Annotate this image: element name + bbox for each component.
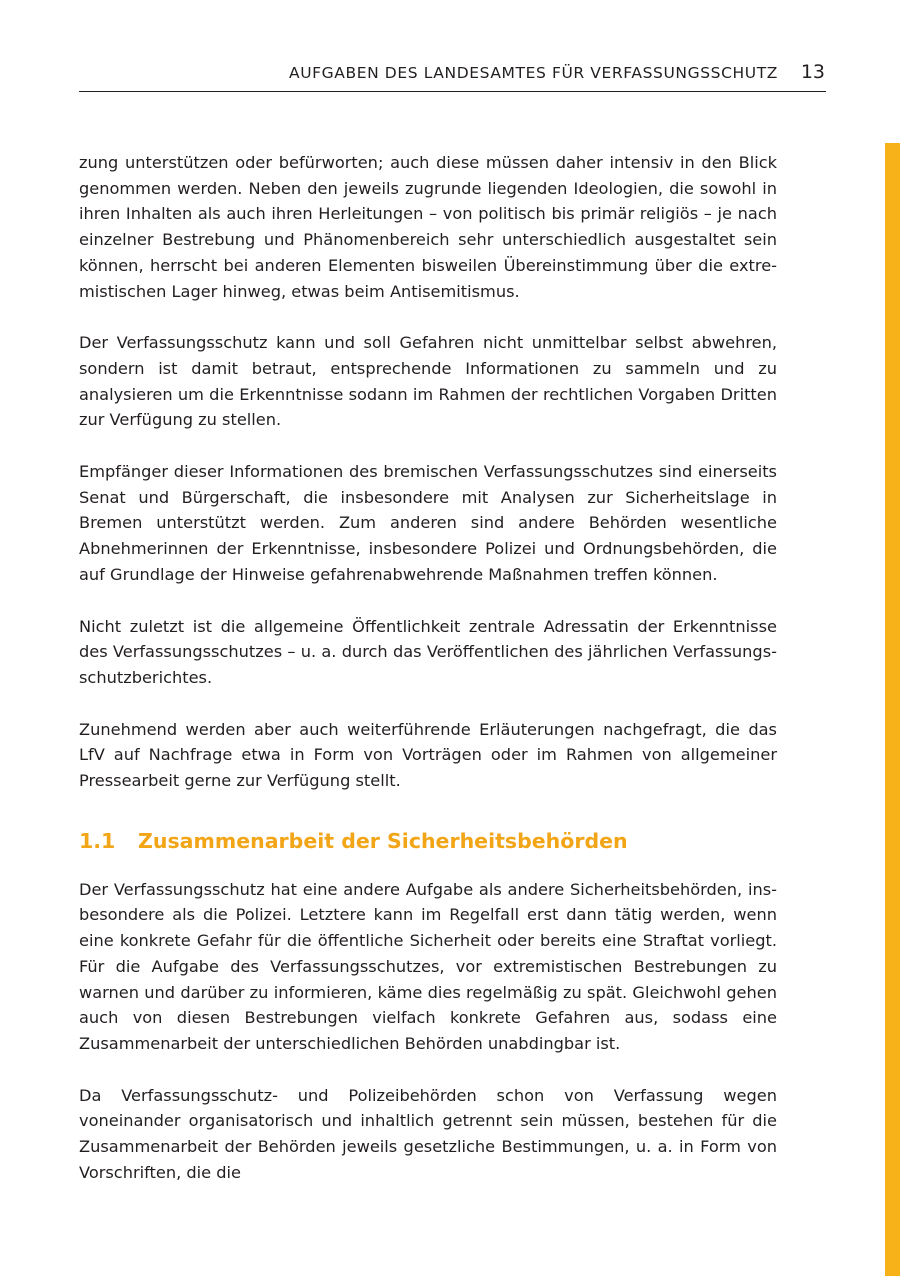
paragraph-section-2: Da Verfassungsschutz- und Polizeibehörden schon von Verfassung wegen voneinander organisatorisch und inhaltlich getrennt sein müssen, bestehen für die Zusammenarbeit der Behörden jeweils gesetzliche Bestimmungen, u. a. in Form von Vorschriften, die die: [79, 1085, 777, 1182]
section-title: Zusammenarbeit der Sicherheitsbehörden: [138, 828, 628, 853]
paragraph-intro-5: Zunehmend werden aber auch weiterführende Erläuterungen nachgefragt, die das LfV auf Nachfrage etwa in Form von Vorträgen oder im Rahmen von allgemeiner Pressearbeit gerne zur Verfügung stellt.: [79, 719, 777, 791]
paragraph-section-1: Der Verfassungsschutz hat eine andere Aufgabe als andere Sicherheitsbehörden, insbesondere als die Polizei. Letztere kann im Regelfall erst dann tätig werden, wenn eine konkrete Gefahr für die öffentliche Sicherheit oder bereits eine Straftat vorliegt. Für die Aufgabe des Verfassungsschutzes, vor extremistischen Bestrebungen zu warnen und darüber zu informieren, käme dies regelmäßig zu spät. Gleichwohl gehen auch von diesen Bestrebungen vielfach konkrete Gefahren aus, sodass eine Zusammenarbeit der unterschiedlichen Behörden unabdingbar ist.: [79, 879, 777, 1053]
paragraph-intro-4: Nicht zuletzt ist die allgemeine Öffentlichkeit zentrale Adressatin der Erkenntnisse des Verfassungsschutzes – u. a. durch das Veröffentlichen des jährlichen Verfassungsschutzberichtes.: [79, 616, 777, 687]
main-content: [79, 150, 777, 1212]
accent-side-bar: [885, 143, 900, 1276]
paragraph-intro-1: zung unterstützen oder befürworten; auch diese müssen daher intensiv in den Blick genommen werden. Neben den jeweils zugrunde liegenden Ideologien, die sowohl in ihren Inhalten als auch ihren Herleitungen – von politisch bis primär religiös – je nach einzelner Bestrebung und Phänomenbereich sehr unterschiedlich ausgestaltet sein können, herrscht bei anderen Elementen bisweilen Übereinstimmung über die extremistischen Lager hinweg, etwas beim Antisemitismus.: [79, 153, 777, 301]
section-heading: [79, 827, 777, 855]
running-header-title: AUFGABEN DES LANDESAMTES FÜR VERFASSUNGSSCHUTZ: [288, 64, 778, 82]
running-header: [79, 58, 826, 92]
section-number: 1.1: [79, 828, 116, 853]
paragraph-intro-2: Der Verfassungsschutz kann und soll Gefahren nicht unmittelbar selbst abwehren, sondern ist damit betraut, entsprechende Informationen zu sammeln und zu analysieren um die Erkenntnisse sodann im Rahmen der rechtlichen Vorgaben Dritten zur Verfügung zu stellen.: [79, 333, 777, 430]
paragraph-intro-3: Empfänger dieser Informationen des bremischen Verfassungsschutzes sind einerseits Senat und Bürgerschaft, die insbesondere mit Analysen zur Sicherheitslage in Bremen unterstützt werden. Zum anderen sind andere Behörden wesentliche Abnehmerinnen der Erkenntnisse, insbesondere Polizei und Ordnungsbehörden, die auf Grundlage der Hinweise gefahrenabwehrende Maßnahmen treffen können.: [79, 462, 777, 584]
page-number: 13: [800, 61, 825, 83]
